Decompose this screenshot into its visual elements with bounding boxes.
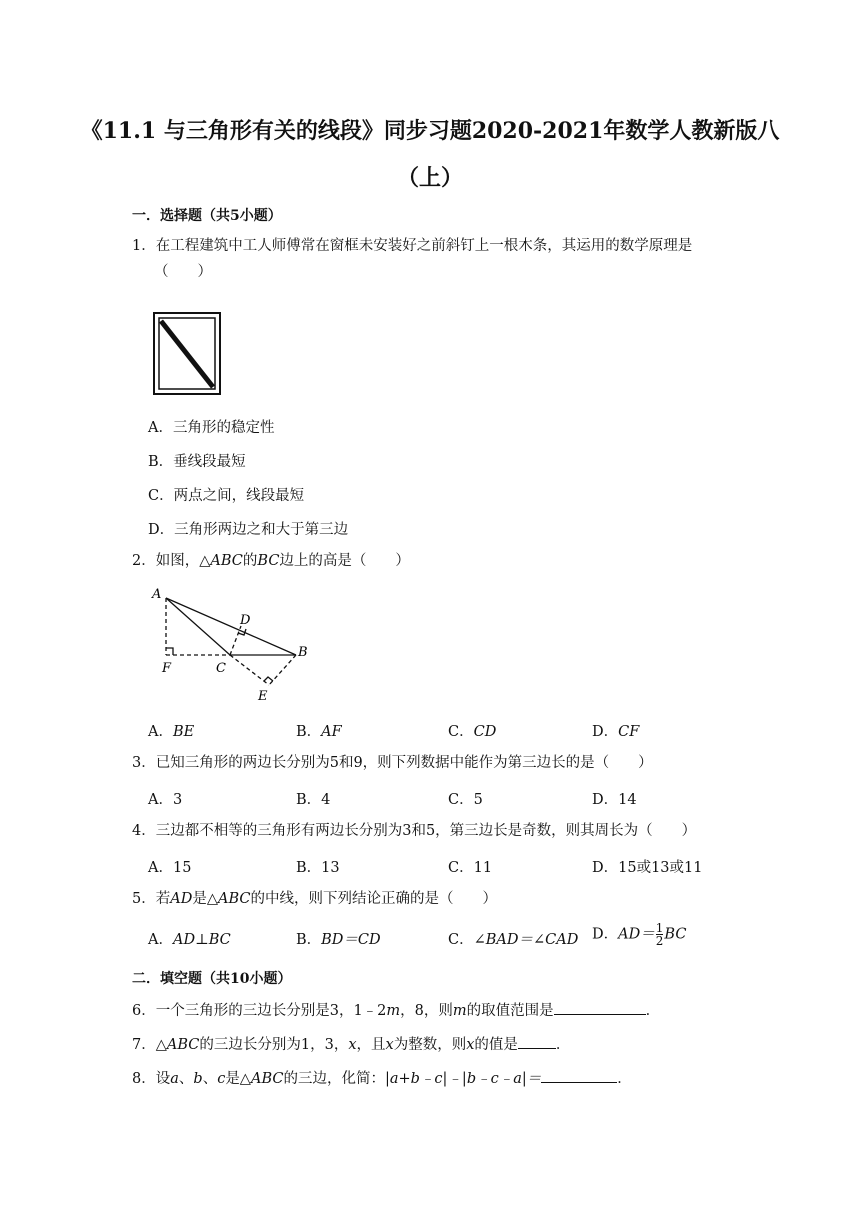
q2-text-pre: 2．如图，△ bbox=[132, 553, 211, 569]
figure-label-a: A bbox=[152, 587, 162, 602]
q5-option-b: B．BD＝CD bbox=[296, 932, 381, 948]
q4-option-c: C．11 bbox=[448, 860, 493, 876]
q2-text-mid: 的 bbox=[242, 553, 258, 569]
fraction-one-half: $\frac{1}{2}$ bbox=[655, 921, 664, 948]
q2-option-b: B．AF bbox=[296, 724, 342, 740]
answer-blank-7[interactable] bbox=[518, 1034, 556, 1049]
question-6: 6．一个三角形的三边长分别是3，1﹣2m，8，则m的取值范围是 ． bbox=[132, 998, 732, 1024]
figure-label-c: C bbox=[216, 661, 226, 676]
figure-label-f: F bbox=[162, 661, 172, 676]
q3-option-d: D．14 bbox=[592, 792, 637, 808]
question-7: 7．△ABC的三边长分别为1，3，x，且x为整数，则x的值是 ． bbox=[132, 1032, 732, 1058]
question-1 bbox=[132, 233, 732, 285]
q1-option-a: A．三角形的稳定性 bbox=[148, 420, 275, 436]
figure-label-e: E bbox=[258, 689, 268, 704]
q3-option-b: B．4 bbox=[296, 792, 331, 808]
question-3: 3．已知三角形的两边长分别为5和9，则下列数据中能作为第三边长的是（ ） bbox=[132, 755, 653, 771]
section-heading-choice: 一．选择题（共5小题） bbox=[132, 208, 282, 224]
figure-label-b: B bbox=[298, 645, 308, 660]
q5-option-a: A．AD⊥BC bbox=[148, 932, 231, 948]
answer-blank-6[interactable] bbox=[554, 1000, 646, 1015]
q5-option-c: C．∠BAD＝∠CAD bbox=[448, 932, 579, 948]
q2-abc: ABC bbox=[210, 553, 243, 569]
triangle-figure bbox=[148, 582, 328, 707]
q4-option-a: A．15 bbox=[148, 860, 192, 876]
question-1-text: 1．在工程建筑中工人师傅常在窗框未安装好之前斜钉上一根木条，其运用的数学原理是 bbox=[132, 238, 693, 254]
question-8: 8．设a、b、c是△ABC的三边，化简：|a+b﹣c|﹣|b﹣c﹣a|＝ ． bbox=[132, 1066, 732, 1092]
q2-bc: BC bbox=[257, 553, 280, 569]
q5-option-d: D．AD＝ $\frac{1}{2}$ BC bbox=[592, 921, 687, 948]
q1-option-d: D．三角形两边之和大于第三边 bbox=[148, 522, 349, 538]
q4-option-b: B．13 bbox=[296, 860, 340, 876]
question-1-paren: （ ） bbox=[154, 264, 212, 280]
answer-blank-8[interactable] bbox=[541, 1068, 617, 1083]
window-frame-figure bbox=[152, 311, 222, 396]
q1-option-b: B．垂线段最短 bbox=[148, 454, 246, 470]
q2-text-post: 边上的高是（ ） bbox=[279, 553, 410, 569]
q2-option-a: A．BE bbox=[148, 724, 195, 740]
q1-option-c: C．两点之间，线段最短 bbox=[148, 488, 305, 504]
q4-option-d: D．15或13或11 bbox=[592, 860, 703, 876]
figure-label-d: D bbox=[240, 613, 251, 628]
q3-option-a: A．3 bbox=[148, 792, 183, 808]
question-4: 4．三边都不相等的三角形有两边长分别为3和5，第三边长是奇数，则其周长为（ ） bbox=[132, 823, 697, 839]
question-2 bbox=[132, 548, 732, 574]
q2-option-d: D．CF bbox=[592, 724, 640, 740]
section-heading-fill: 二．填空题（共10小题） bbox=[132, 971, 292, 987]
q3-option-c: C．5 bbox=[448, 792, 483, 808]
document-title: 《11.1 与三角形有关的线段》同步习题2020-2021年数学人教新版八（上） bbox=[80, 118, 780, 191]
q2-option-c: C．CD bbox=[448, 724, 497, 740]
question-5: 5．若AD是△ABC的中线，则下列结论正确的是（ ） bbox=[132, 891, 497, 907]
